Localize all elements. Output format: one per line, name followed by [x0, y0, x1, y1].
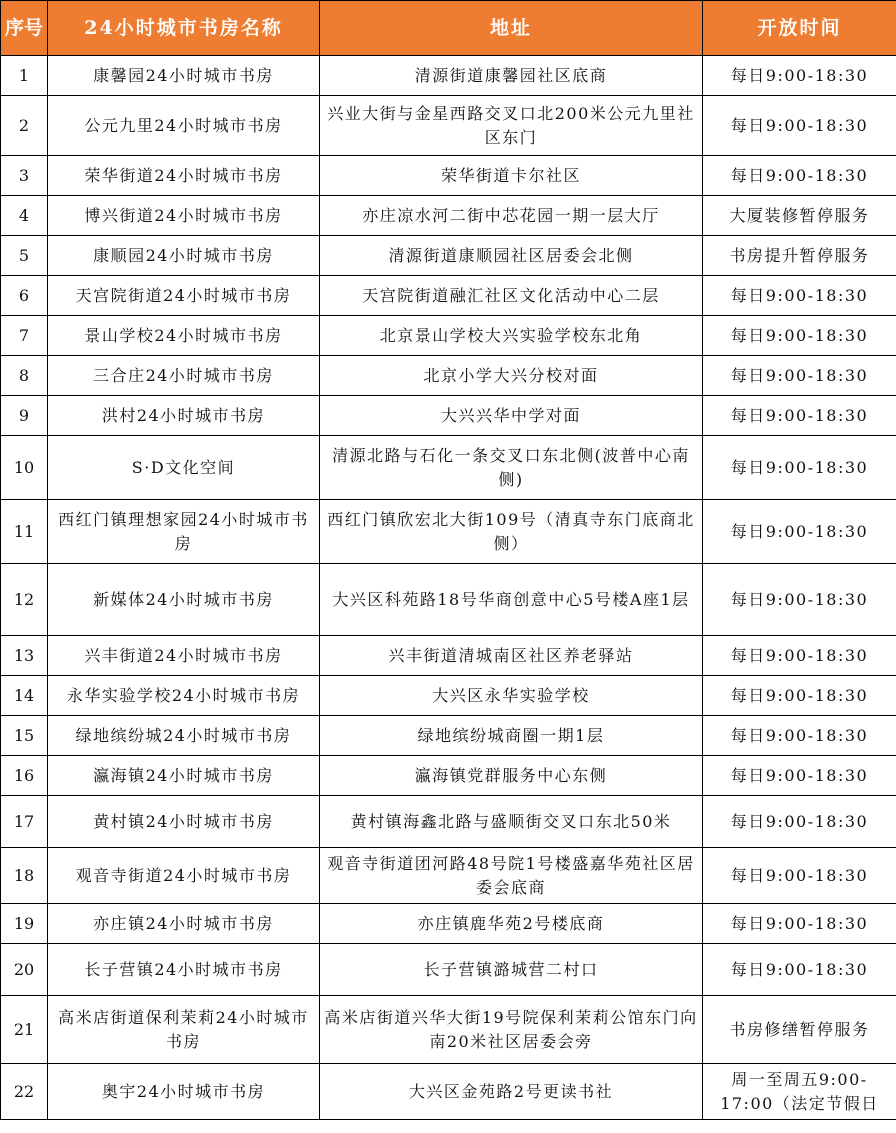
- cell-no: 9: [1, 396, 48, 436]
- cell-no: 8: [1, 356, 48, 396]
- cell-hours: 每日9:00-18:30: [703, 944, 896, 996]
- cell-name: 长子营镇24小时城市书房: [48, 944, 320, 996]
- cell-address: 大兴区科苑路18号华商创意中心5号楼A座1层: [320, 564, 703, 636]
- cell-hours: 每日9:00-18:30: [703, 564, 896, 636]
- cell-no: 20: [1, 944, 48, 996]
- cell-no: 6: [1, 276, 48, 316]
- cell-address: 清源街道康顺园社区居委会北侧: [320, 236, 703, 276]
- table-row: [1, 276, 896, 316]
- cell-name: 亦庄镇24小时城市书房: [48, 904, 320, 944]
- cell-name: 绿地缤纷城24小时城市书房: [48, 716, 320, 756]
- cell-address: 清源北路与石化一条交叉口东北侧(波普中心南侧): [320, 436, 703, 500]
- cell-hours: 每日9:00-18:30: [703, 848, 896, 904]
- cell-address: 瀛海镇党群服务中心东侧: [320, 756, 703, 796]
- cell-hours: 每日9:00-18:30: [703, 796, 896, 848]
- cell-hours: 每日9:00-18:30: [703, 316, 896, 356]
- table-row: [1, 636, 896, 676]
- cell-name: 天宫院街道24小时城市书房: [48, 276, 320, 316]
- cell-no: 7: [1, 316, 48, 356]
- cell-name: 高米店街道保利茉莉24小时城市书房: [48, 996, 320, 1064]
- table-row: [1, 756, 896, 796]
- cell-hours: 每日9:00-18:30: [703, 396, 896, 436]
- table-row: [1, 944, 896, 996]
- header-row: [1, 1, 896, 56]
- cell-address: 长子营镇潞城营二村口: [320, 944, 703, 996]
- cell-no: 12: [1, 564, 48, 636]
- header-hours: 开放时间: [703, 1, 896, 56]
- cell-hours: 每日9:00-18:30: [703, 636, 896, 676]
- header-name: 24小时城市书房名称: [48, 1, 320, 56]
- cell-no: 19: [1, 904, 48, 944]
- cell-no: 15: [1, 716, 48, 756]
- cell-hours: 书房提升暂停服务: [703, 236, 896, 276]
- cell-no: 21: [1, 996, 48, 1064]
- cell-address: 大兴区永华实验学校: [320, 676, 703, 716]
- cell-no: 14: [1, 676, 48, 716]
- cell-address: 清源街道康馨园社区底商: [320, 56, 703, 96]
- cell-name: 公元九里24小时城市书房: [48, 96, 320, 156]
- cell-name: 荣华街道24小时城市书房: [48, 156, 320, 196]
- cell-hours: 每日9:00-18:30: [703, 676, 896, 716]
- cell-no: 1: [1, 56, 48, 96]
- cell-address: 荣华街道卡尔社区: [320, 156, 703, 196]
- table-row: [1, 316, 896, 356]
- cell-address: 天宫院街道融汇社区文化活动中心二层: [320, 276, 703, 316]
- table-row: [1, 356, 896, 396]
- cell-hours: 每日9:00-18:30: [703, 276, 896, 316]
- cell-address: 北京小学大兴分校对面: [320, 356, 703, 396]
- table-row: [1, 436, 896, 500]
- cell-no: 16: [1, 756, 48, 796]
- table-row: [1, 904, 896, 944]
- cell-hours: 每日9:00-18:30: [703, 756, 896, 796]
- cell-address: 兴丰街道清城南区社区养老驿站: [320, 636, 703, 676]
- cell-name: 西红门镇理想家园24小时城市书房: [48, 500, 320, 564]
- cell-hours: 每日9:00-18:30: [703, 436, 896, 500]
- table-body: [1, 56, 896, 1120]
- table-row: [1, 1064, 896, 1120]
- table-row: [1, 56, 896, 96]
- cell-name: 瀛海镇24小时城市书房: [48, 756, 320, 796]
- cell-hours: 每日9:00-18:30: [703, 156, 896, 196]
- cell-address: 亦庄镇鹿华苑2号楼底商: [320, 904, 703, 944]
- cell-hours: 书房修缮暂停服务: [703, 996, 896, 1064]
- table-row: [1, 564, 896, 636]
- cell-address: 观音寺街道团河路48号院1号楼盛嘉华苑社区居委会底商: [320, 848, 703, 904]
- table-row: [1, 236, 896, 276]
- cell-name: 奥宇24小时城市书房: [48, 1064, 320, 1120]
- cell-name: 景山学校24小时城市书房: [48, 316, 320, 356]
- cell-name: 黄村镇24小时城市书房: [48, 796, 320, 848]
- cell-address: 亦庄凉水河二街中芯花园一期一层大厅: [320, 196, 703, 236]
- cell-no: 22: [1, 1064, 48, 1120]
- cell-address: 大兴兴华中学对面: [320, 396, 703, 436]
- cell-no: 13: [1, 636, 48, 676]
- cell-hours: 每日9:00-18:30: [703, 904, 896, 944]
- cell-no: 3: [1, 156, 48, 196]
- header-address: 地址: [320, 1, 703, 56]
- cell-address: 大兴区金苑路2号更读书社: [320, 1064, 703, 1120]
- cell-address: 兴业大街与金星西路交叉口北200米公元九里社区东门: [320, 96, 703, 156]
- table-row: [1, 196, 896, 236]
- cell-name: 康顺园24小时城市书房: [48, 236, 320, 276]
- cell-no: 17: [1, 796, 48, 848]
- cell-address: 西红门镇欣宏北大街109号（清真寺东门底商北侧）: [320, 500, 703, 564]
- cell-name: 观音寺街道24小时城市书房: [48, 848, 320, 904]
- cell-name: 博兴街道24小时城市书房: [48, 196, 320, 236]
- cell-name: 洪村24小时城市书房: [48, 396, 320, 436]
- cell-no: 4: [1, 196, 48, 236]
- cell-no: 2: [1, 96, 48, 156]
- cell-hours: 大厦装修暂停服务: [703, 196, 896, 236]
- table-row: [1, 716, 896, 756]
- header-no: 序号: [1, 1, 48, 56]
- table-row: [1, 796, 896, 848]
- table-row: [1, 96, 896, 156]
- cell-name: S·D文化空间: [48, 436, 320, 500]
- cell-hours: 每日9:00-18:30: [703, 356, 896, 396]
- cell-hours: 每日9:00-18:30: [703, 500, 896, 564]
- cell-no: 18: [1, 848, 48, 904]
- table-row: [1, 500, 896, 564]
- table-row: [1, 396, 896, 436]
- cell-hours: 每日9:00-18:30: [703, 716, 896, 756]
- cell-name: 康馨园24小时城市书房: [48, 56, 320, 96]
- cell-hours: 每日9:00-18:30: [703, 96, 896, 156]
- cell-no: 5: [1, 236, 48, 276]
- cell-no: 10: [1, 436, 48, 500]
- table-row: [1, 996, 896, 1064]
- cell-name: 兴丰街道24小时城市书房: [48, 636, 320, 676]
- cell-address: 高米店街道兴华大街19号院保利茉莉公馆东门向南20米社区居委会旁: [320, 996, 703, 1064]
- table-row: [1, 156, 896, 196]
- cell-name: 三合庄24小时城市书房: [48, 356, 320, 396]
- cell-name: 永华实验学校24小时城市书房: [48, 676, 320, 716]
- cell-address: 北京景山学校大兴实验学校东北角: [320, 316, 703, 356]
- cell-address: 黄村镇海鑫北路与盛顺街交叉口东北50米: [320, 796, 703, 848]
- cell-hours: 周一至周五9:00-17:00（法定节假日: [703, 1064, 896, 1120]
- table-row: [1, 848, 896, 904]
- cell-name: 新媒体24小时城市书房: [48, 564, 320, 636]
- cell-no: 11: [1, 500, 48, 564]
- cell-address: 绿地缤纷城商圈一期1层: [320, 716, 703, 756]
- cell-hours: 每日9:00-18:30: [703, 56, 896, 96]
- table-row: [1, 676, 896, 716]
